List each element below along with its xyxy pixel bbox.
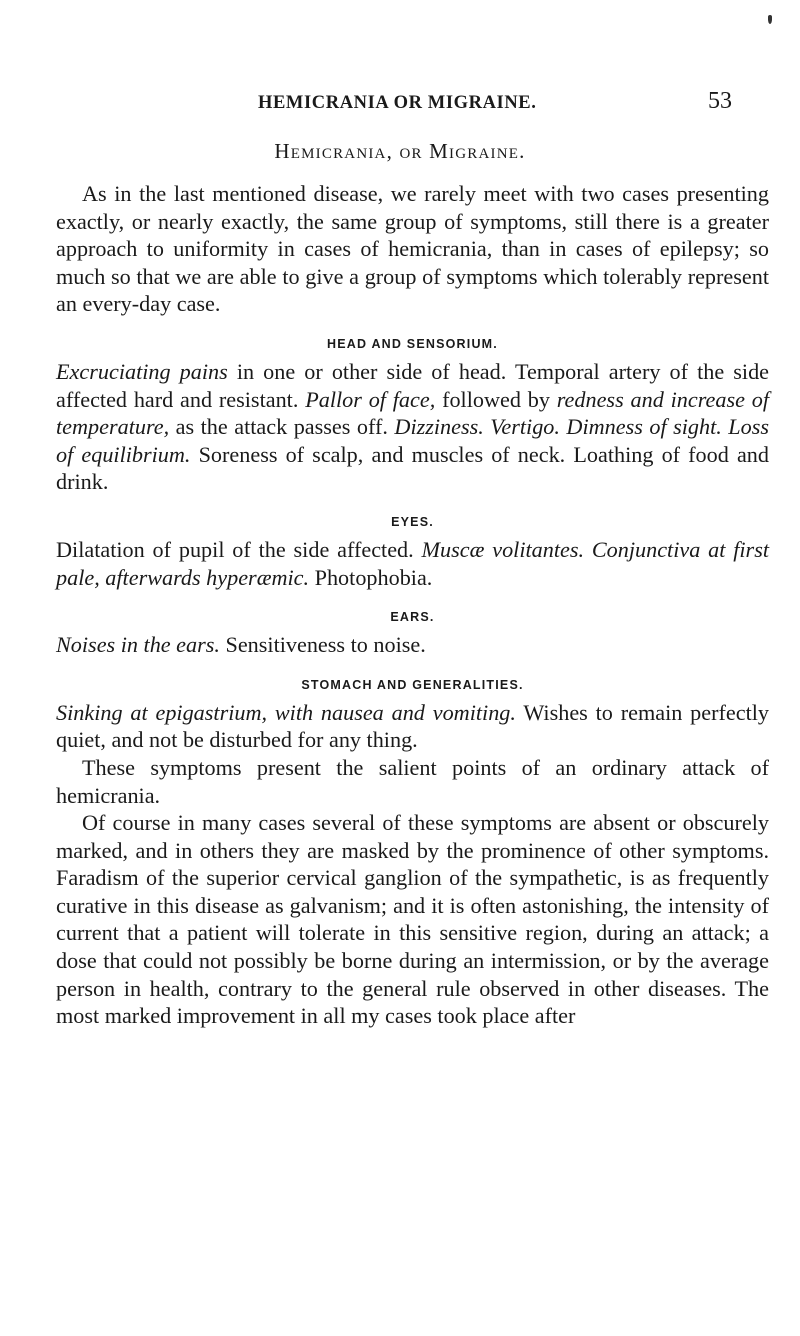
ears-symptom-text: Sensitiveness to noise.	[219, 632, 426, 658]
head-symptom-pains: Excruciating pains	[56, 358, 228, 384]
head-symptom-text-4: Soreness of scalp, and muscles of neck. Loathing of food and drink.	[56, 441, 769, 495]
head-symptom-pallor: Pallor of face,	[305, 386, 436, 412]
section-heading-head: HEAD AND SENSORIUM.	[327, 336, 498, 351]
section-heading-stomach: STOMACH AND GENERALITIES.	[301, 677, 524, 692]
head-symptom-text-1: in one or other side of head. Temporal artery of the side affected hard and resistant.	[56, 358, 770, 412]
page-number: 53	[708, 88, 732, 114]
ears-symptom-noises: Noises in the ears.	[56, 632, 220, 658]
stomach-symptoms-paragraph	[56, 699, 769, 754]
running-head: HEMICRANIA OR MIGRAINE.	[258, 93, 537, 113]
ears-symptoms-paragraph	[56, 631, 769, 659]
eyes-symptoms-paragraph	[56, 536, 769, 591]
head-symptom-text-3: as the attack passes off.	[169, 414, 395, 440]
eyes-symptom-text-2: Photophobia.	[309, 564, 433, 590]
chapter-title: Hemicrania, or Migraine.	[274, 139, 526, 163]
head-symptom-dizziness: Dizziness. Vertigo. Dimness of sight. Loss of equilibrium.	[56, 414, 769, 467]
intro-paragraph: As in the last mentioned disease, we rarely meet with two cases presenting exactly, or nearly exactly, the same group of symptoms, still there is a greater approach to uniformity in cases of hemicrania, than in cases of epilepsy; so much so that we are able to give a group of symptoms which tolerably represent an every-day case.	[56, 181, 769, 317]
closing-paragraph-2: Of course in many cases several of these symptoms are absent or obscurely marked, and in others they are masked by the prominence of other symptoms. Faradism of the superior cervical ganglion of the sympathetic, is as frequently curative in this disease as galvanism; and it is often astonishing, the intensity of current that a patient will tolerate in this sensitive region, during an attack; a dose that could not possibly be borne during an intermission, or by the average person in health, contrary to the general rule observed in other diseases. The most marked improvement in all my cases took place after	[56, 810, 769, 1029]
body-text	[56, 180, 769, 1030]
head-symptom-redness: redness and increase of temperature,	[56, 386, 769, 440]
eyes-symptom-text-1: Dilatation of pupil of the side affected.	[56, 536, 422, 562]
section-heading-ears: EARS.	[390, 610, 435, 625]
closing-paragraph-1: These symptoms present the salient points of an ordinary attack of hemicrania.	[56, 754, 769, 808]
eyes-symptom-italic: Muscæ volitantes. Conjunctiva at first pale, afterwards hyperæmic.	[56, 536, 769, 590]
section-heading-eyes: EYES.	[391, 514, 434, 529]
stomach-symptom-text: Wishes to remain perfectly quiet, and not be disturbed for any thing.	[56, 699, 769, 753]
head-symptom-text-2: followed by	[435, 386, 557, 412]
head-symptoms-paragraph	[56, 358, 769, 496]
stomach-symptom-sinking: Sinking at epigastrium, with nausea and vomiting.	[56, 699, 516, 725]
page-mark	[768, 15, 772, 24]
